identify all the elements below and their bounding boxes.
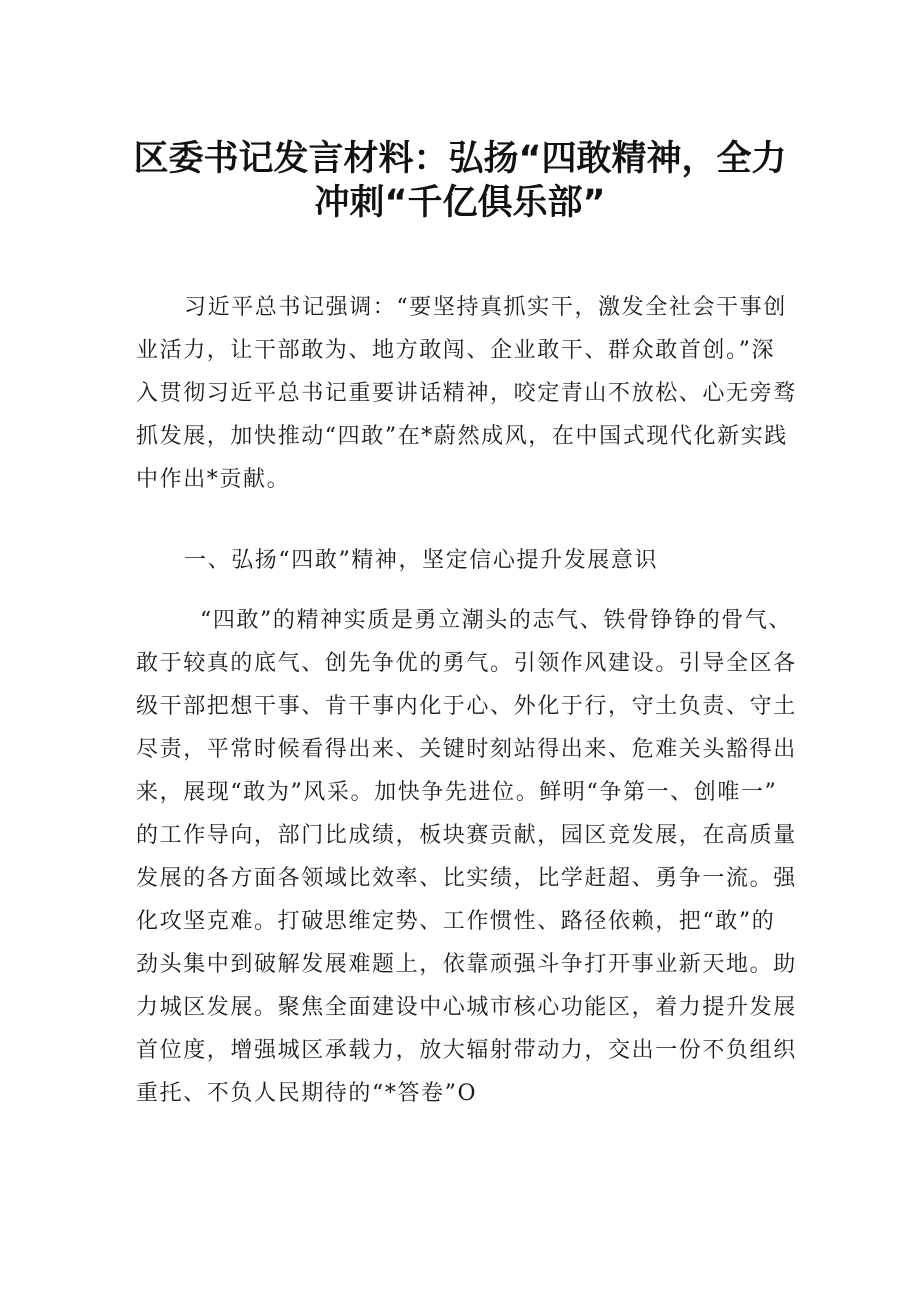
- intro-line-3: 入贯彻习近平总书记重要讲话精神，咬定青山不放松、心无旁骛: [136, 381, 797, 406]
- body-line-3: 级干部把想干事、肯干事内化于心、外化于行，守土负责、守土: [136, 694, 797, 719]
- section-heading: 一、弘扬“四敢”精神，坚定信心提升发展意识: [184, 548, 659, 573]
- body-line-7: 发展的各方面各领域比效率、比实绩，比学赶超、勇争一流。强: [136, 866, 797, 891]
- body-line-2: 敢于较真的底气、创先争优的勇气。引领作风建设。引导全区各: [136, 651, 797, 676]
- body-line-10: 力城区发展。聚焦全面建设中心城市核心功能区，着力提升发展: [136, 995, 797, 1020]
- document-title-line-1: 区委书记发言材料：弘扬“四敢精神，全力: [133, 139, 787, 179]
- body-line-9: 劲头集中到破解发展难题上，依靠顽强斗争打开事业新天地。助: [136, 952, 797, 977]
- body-line-4: 尽责，平常时候看得出来、关键时刻站得出来、危难关头豁得出: [136, 737, 797, 762]
- intro-line-4: 抓发展，加快推动“四敢”在*蔚然成风，在中国式现代化新实践: [136, 424, 788, 449]
- body-line-8: 化攻坚克难。打破思维定势、工作惯性、路径依赖，把“敢”的: [136, 909, 776, 934]
- intro-line-5: 中作出*贡献。: [136, 467, 291, 492]
- intro-line-1: 习近平总书记强调：“要坚持真抓实干，激发全社会干事创: [184, 295, 787, 320]
- body-line-12: 重托、不负人民期待的“*答卷”O: [136, 1081, 478, 1106]
- body-line-11: 首位度，增强城区承载力，放大辐射带动力，交出一份不负组织: [136, 1038, 797, 1063]
- body-line-5: 来，展现“敢为”风采。加快争先进位。鲜明“争第一、创唯一”: [136, 780, 778, 805]
- document-title-line-2: 冲刺“千亿俱乐部”: [314, 183, 606, 223]
- intro-line-2: 业活力，让干部敢为、地方敢闯、企业敢干、群众敢首创。”深: [136, 338, 776, 363]
- body-line-6: 的工作导向，部门比成绩，板块赛贡献，园区竞发展，在高质量: [136, 823, 797, 848]
- body-line-1: “四敢”的精神实质是勇立潮头的志气、铁骨铮铮的骨气、: [200, 608, 793, 633]
